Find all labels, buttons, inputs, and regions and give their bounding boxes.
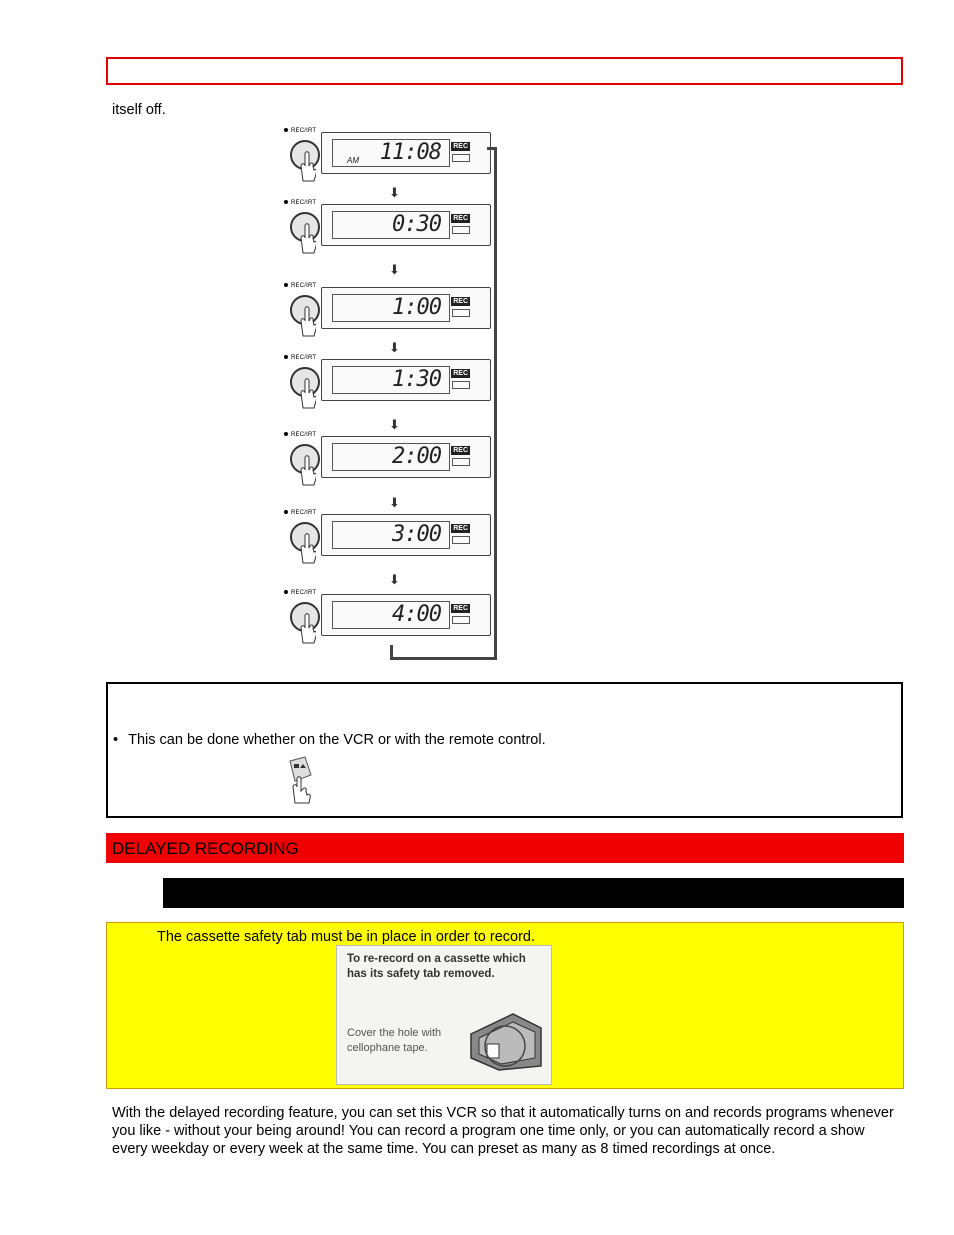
vcr-display-panel — [321, 132, 491, 174]
rec-step-3 — [284, 283, 494, 343]
lcd-time-display — [332, 139, 450, 167]
note-bullet: • — [113, 732, 119, 748]
tape-icon — [452, 616, 470, 624]
lcd-time: 1:00 — [392, 295, 441, 320]
vcr-display-panel — [321, 359, 491, 401]
loop-line-left — [390, 645, 393, 659]
lcd-time: 0:30 — [392, 212, 441, 237]
top-frame — [106, 57, 903, 85]
down-arrow-icon: ⬇ — [389, 340, 400, 355]
rec-button-label: REC/IRT — [284, 590, 316, 597]
vcr-display-panel — [321, 514, 491, 556]
illustration-title: To re-record on a cassette which has its safety tab removed. — [347, 953, 526, 980]
lcd-time: 1:30 — [392, 367, 441, 392]
lcd-time-display — [332, 521, 450, 549]
rec-button-label: REC/IRT — [284, 355, 316, 362]
lcd-time: 2:00 — [392, 444, 441, 469]
down-arrow-icon: ⬇ — [389, 185, 400, 200]
down-arrow-icon: ⬇ — [389, 572, 400, 587]
am-indicator: AM — [347, 156, 359, 165]
rec-step-7 — [284, 590, 494, 650]
rec-indicator: REC — [453, 525, 468, 532]
down-arrow-icon: ⬇ — [389, 417, 400, 432]
tape-icon — [452, 381, 470, 389]
lcd-time-display — [332, 443, 450, 471]
note-line — [113, 731, 546, 749]
hand-pointer-icon — [298, 375, 316, 409]
rec-step-2 — [284, 200, 494, 260]
vcr-display-panel — [321, 436, 491, 478]
tape-icon — [452, 458, 470, 466]
tape-icon — [452, 154, 470, 162]
rec-button-label: REC/IRT — [284, 432, 316, 439]
remote-button-icon — [287, 753, 313, 805]
note-text: This can be done whether on the VCR or with the remote control. — [128, 732, 546, 748]
lcd-time-display — [332, 294, 450, 322]
rec-indicator: REC — [453, 298, 468, 305]
intro-text: itself off. — [112, 102, 166, 118]
rec-indicator: REC — [453, 370, 468, 377]
rec-step-4 — [284, 355, 494, 415]
vcr-display-panel — [321, 204, 491, 246]
lcd-time-display — [332, 211, 450, 239]
lcd-time-display — [332, 366, 450, 394]
loop-line-bottom — [390, 657, 497, 660]
down-arrow-icon: ⬇ — [389, 262, 400, 277]
tape-icon — [452, 309, 470, 317]
illustration-caption: Cover the hole with cellophane tape. — [347, 1027, 442, 1054]
rec-button-label: REC/IRT — [284, 510, 316, 517]
note-box — [106, 682, 903, 818]
hand-pointer-icon — [298, 220, 316, 254]
hand-pointer-icon — [298, 610, 316, 644]
rec-button-label: REC/IRT — [284, 283, 316, 290]
loop-line-right — [494, 150, 497, 660]
loop-arrow-tip — [487, 147, 497, 150]
rec-indicator: REC — [453, 447, 468, 454]
hand-pointer-icon — [298, 452, 316, 486]
rec-step-6 — [284, 510, 494, 570]
rec-indicator: REC — [453, 605, 468, 612]
rec-indicator: REC — [453, 215, 468, 222]
section-header-bar — [106, 833, 904, 863]
lcd-time-display — [332, 601, 450, 629]
down-arrow-icon: ⬇ — [389, 495, 400, 510]
hand-pointer-icon — [298, 303, 316, 337]
rec-indicator: REC — [453, 143, 468, 150]
cassette-icon — [465, 1008, 543, 1072]
tape-icon — [452, 226, 470, 234]
rec-button-label: REC/IRT — [284, 200, 316, 207]
rec-button-label: REC/IRT — [284, 128, 316, 135]
lcd-time: 11:08 — [379, 140, 441, 165]
hand-pointer-icon — [298, 530, 316, 564]
hand-pointer-icon — [298, 148, 316, 182]
safety-tab-illustration — [336, 945, 552, 1085]
subheader-bar — [163, 878, 904, 908]
rec-step-5 — [284, 432, 494, 492]
lcd-time: 3:00 — [392, 522, 441, 547]
body-paragraph: With the delayed recording feature, you can set this VCR so that it automatically turns on and records programs whenever you like - without your being around! You can record a program one time only, or you can automatically record a show every weekday or every week at the same time. You can preset as many as 8 timed recordings at once. — [112, 1105, 894, 1157]
section-title: DELAYED RECORDING — [112, 839, 299, 858]
rec-step-1 — [284, 128, 494, 188]
vcr-display-panel — [321, 287, 491, 329]
tape-icon — [452, 536, 470, 544]
vcr-display-panel — [321, 594, 491, 636]
caution-text: The cassette safety tab must be in place in order to record. — [157, 929, 535, 945]
lcd-time: 4:00 — [392, 602, 441, 627]
